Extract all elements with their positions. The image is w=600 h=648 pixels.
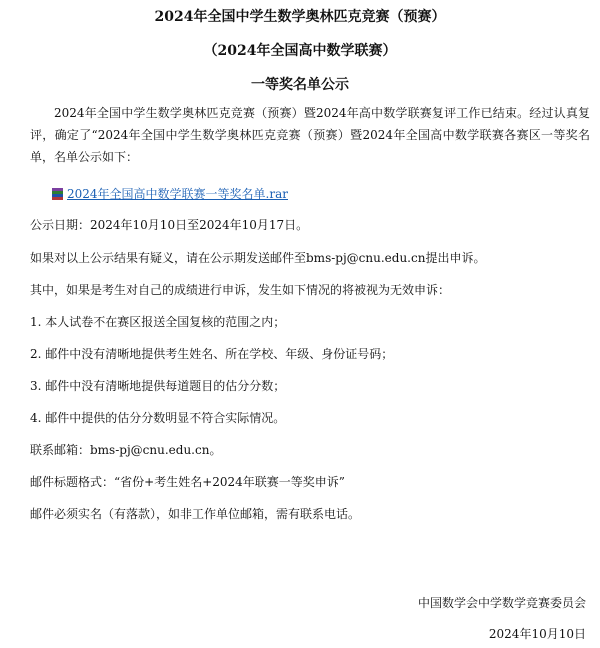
appeal-instructions: 如果对以上公示结果有疑义，请在公示期发送邮件至bms-pj@cnu.edu.cn提出申诉。: [30, 251, 486, 265]
condition-item: 2. 邮件中没有清晰地提供考生姓名、所在学校、年级、身份证号码；: [30, 347, 394, 361]
email-subject-format: 邮件标题格式：“省份+考生姓名+2024年联赛一等奖申诉”: [30, 475, 345, 489]
notice-title: 2024年全国中学生数学奥林匹克竞赛（预赛）: [154, 9, 446, 25]
rar-archive-icon: [52, 188, 63, 200]
condition-item: 4. 邮件中提供的估分分数明显不符合实际情况。: [30, 411, 286, 425]
invalid-appeal-intro: 其中，如果是考生对自己的成绩进行申诉，发生如下情况的将被视为无效申诉：: [30, 283, 451, 297]
attachment-link-row[interactable]: [52, 186, 288, 202]
realname-requirement: 邮件必须实名（有落款），如非工作单位邮箱，需有联系电话。: [30, 507, 361, 521]
contact-email: 联系邮箱：bms-pj@cnu.edu.cn。: [30, 443, 222, 457]
condition-item: 3. 邮件中没有清晰地提供每道题目的估分分数；: [30, 379, 286, 393]
publicity-period: 公示日期：2024年10月10日至2024年10月17日。: [30, 218, 309, 232]
condition-item: 1. 本人试卷不在赛区报送全国复核的范围之内；: [30, 315, 286, 329]
signature-organization: 中国数学会中学数学竞赛委员会: [417, 596, 586, 610]
signature-date: 2024年10月10日: [488, 627, 586, 641]
notice-heading: 一等奖名单公示: [251, 77, 349, 93]
notice-subtitle: （2024年全国高中数学联赛）: [203, 43, 397, 59]
attachment-link[interactable]: 2024年全国高中数学联赛一等奖名单.rar: [67, 187, 288, 201]
intro-paragraph: 2024年全国中学生数学奥林匹克竞赛（预赛）暨2024年高中数学联赛复评工作已结束。经过认真复评，确定了“2024年全国中学生数学奥林匹克竞赛（预赛）暨2024年全国高中数学联赛各赛区一等奖名单，名单公示如下：: [30, 106, 590, 164]
